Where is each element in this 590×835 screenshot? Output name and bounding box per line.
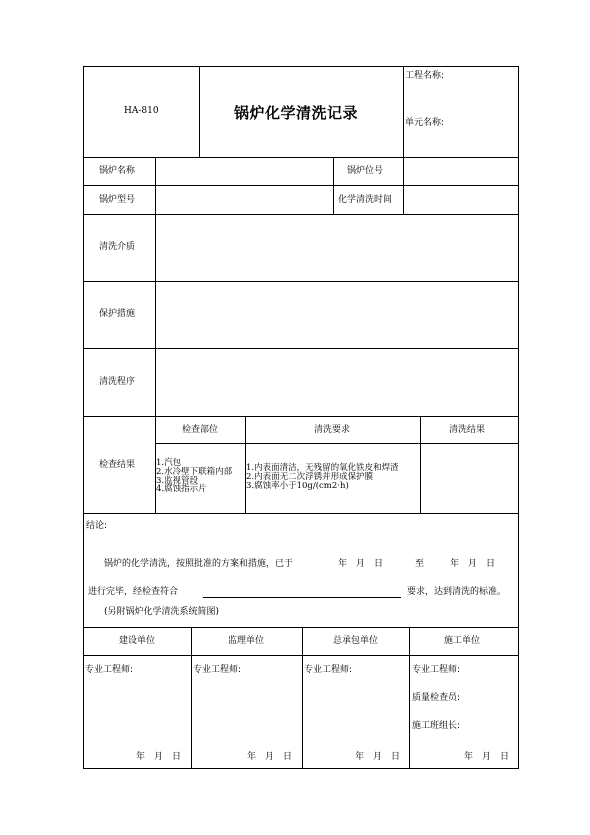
list-item: 1.汽包 [156,458,182,468]
col-header-construction: 建设单位 [119,636,156,646]
col-header-part: 检查部位 [182,425,219,435]
contractor-engineer-label: 专业工程师: [304,665,353,675]
boiler-model-label: 锅炉型号 [99,195,136,205]
to-label: 至 [415,559,425,569]
conclusion-label: 结论: [86,521,108,531]
construction-date[interactable]: 年 月 日 [136,752,182,762]
boiler-model-field[interactable] [156,186,332,213]
standard-underline-field[interactable] [203,585,401,598]
inspection-label: 检查结果 [99,460,136,470]
boiler-position-field[interactable] [404,158,517,184]
conclusion-text-line2-end: 要求，达到清洗的标准。 [407,587,507,597]
list-item: 2.水冷壁下联箱内部 [156,466,233,477]
inspection-requirements-list [246,464,399,490]
list-item: 1.内表面清洁，无残留的氧化铁皮和焊渣 [246,463,399,473]
cleaning-time-label: 化学清洗时间 [338,195,393,205]
inspection-parts-list [156,459,232,494]
protection-label: 保护措施 [99,309,136,319]
cleaning-time-field[interactable] [404,186,517,213]
conclusion-text-line2: 进行完毕，经检查符合 [88,587,179,597]
construction-engineer-label: 专业工程师: [85,665,134,675]
conclusion-text-line1: 锅炉的化学清洗，按照批准的方案和措施，已于 [104,559,294,569]
col-header-general-contractor: 总承包单位 [333,636,379,646]
cleaning-medium-label: 清洗介质 [99,242,136,252]
date-to[interactable]: 年 月 日 [450,559,496,569]
unit-name-label: 单元名称: [405,118,445,128]
list-item: 4.腐蚀指示片 [156,484,207,495]
supervision-engineer-label: 专业工程师: [193,665,242,675]
procedure-label: 清洗程序 [99,377,136,387]
form-code: HA-810 [124,106,159,116]
contractor-date[interactable]: 年 月 日 [355,752,401,762]
attachment-note: (另附锅炉化学清洗系统简图) [104,607,220,617]
boiler-name-label: 锅炉名称 [99,166,136,176]
inspection-result-field[interactable] [421,444,517,512]
col-header-supervision: 监理单位 [228,636,265,646]
boiler-name-field[interactable] [156,158,332,184]
list-item: 3.腐蚀率小于10g/(cm2·h) [246,480,349,491]
builder-date[interactable]: 年 月 日 [464,752,510,762]
qc-inspector-label: 质量检查员: [412,693,461,703]
col-header-builder: 施工单位 [444,636,481,646]
procedure-field[interactable] [156,349,517,415]
cleaning-medium-field[interactable] [156,215,517,280]
list-item: 3.监视管段 [156,475,199,486]
team-leader-label: 施工班组长: [412,721,461,731]
boiler-position-label: 锅炉位号 [347,166,384,176]
project-name-label: 工程名称: [405,71,445,81]
builder-engineer-label: 专业工程师: [412,665,461,675]
date-from[interactable]: 年 月 日 [338,559,384,569]
page-title: 锅炉化学清洗记录 [234,104,359,122]
col-header-result: 清洗结果 [449,425,486,435]
col-header-requirement: 清洗要求 [314,425,351,435]
list-item: 2.内表面无二次浮锈并形成保护膜 [246,471,374,482]
supervision-date[interactable]: 年 月 日 [247,752,293,762]
protection-field[interactable] [156,282,517,347]
